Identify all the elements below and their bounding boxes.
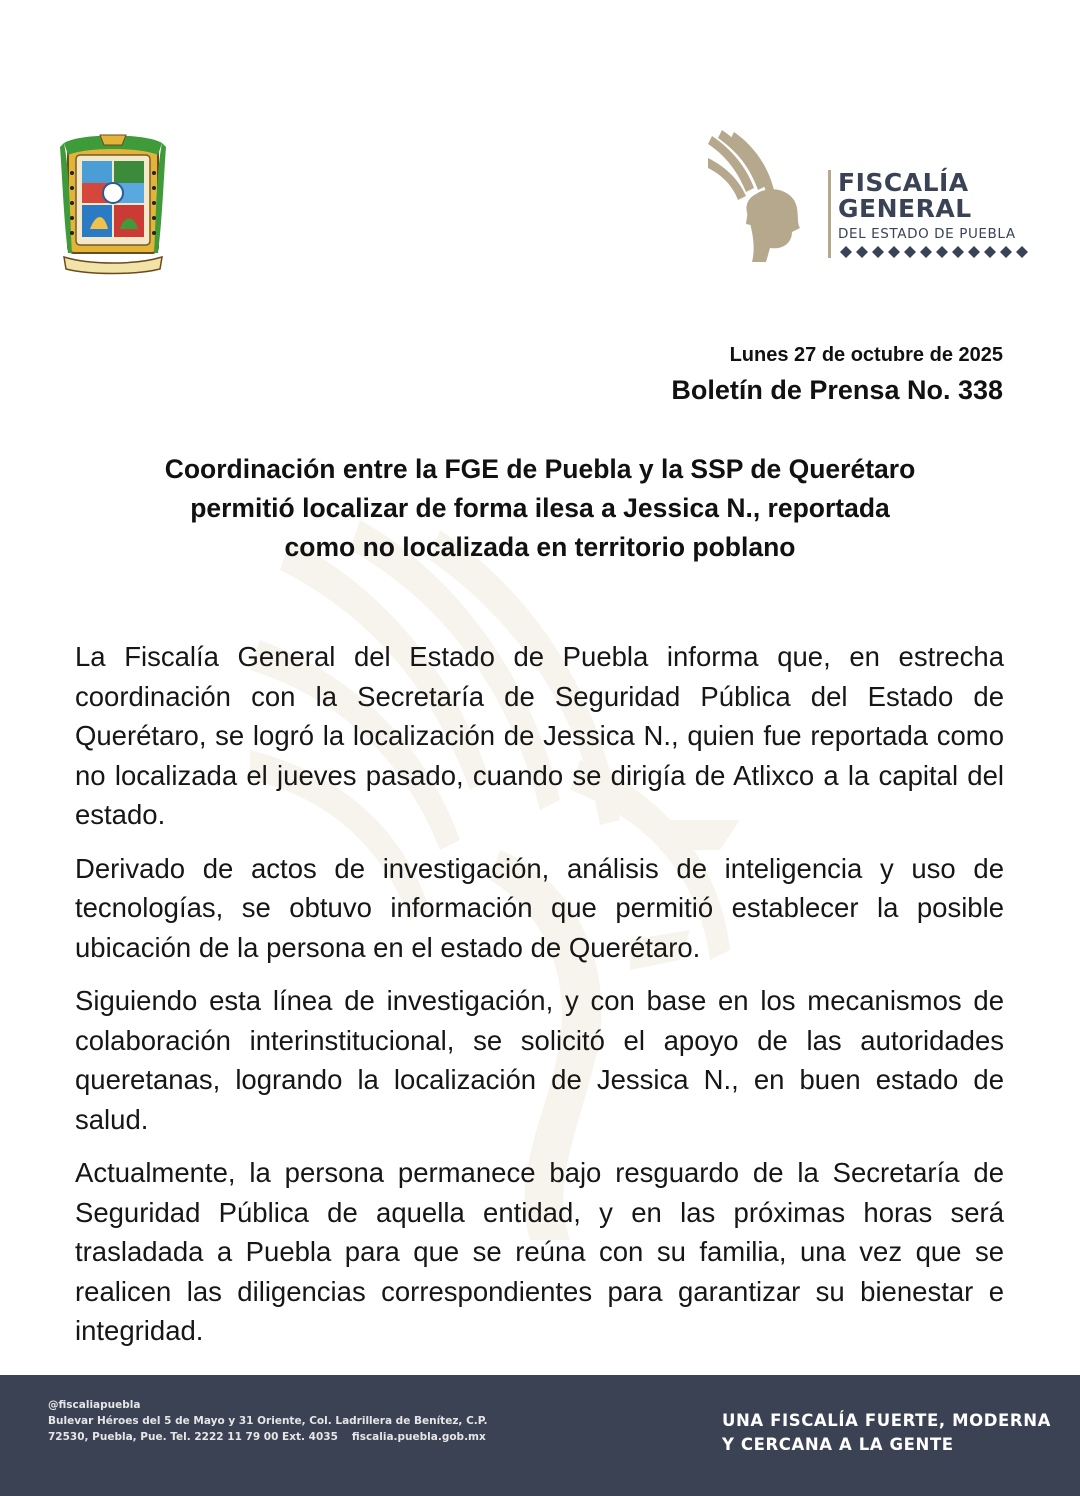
- fge-profile-face-icon: [708, 130, 818, 262]
- address-line-2: [48, 1429, 488, 1445]
- letterhead: [0, 0, 1080, 300]
- fge-logo: [708, 130, 1043, 262]
- decorative-pattern-icon: [838, 246, 1038, 258]
- social-handle[interactable]: @fiscaliapuebla: [48, 1399, 141, 1411]
- footer: [0, 1375, 1080, 1496]
- footer-slogan: [722, 1409, 1051, 1457]
- address-line: Bulevar Héroes del 5 de Mayo y 31 Oriente, Col. Ladrillera de Benítez, C.P.: [48, 1415, 488, 1427]
- headline: [75, 450, 1005, 567]
- bulletin-number: Boletín de Prensa No. 338: [671, 375, 1003, 405]
- body-paragraph: La Fiscalía General del Estado de Puebla informa que, en estrecha coordinación con la Secretaría de Seguridad Pública del Estado de Querétaro, se logró la localización de Jessica N., quien fue reportada como no localizada el jueves pasado, cuando se dirigía de Atlixco a la capital del estado.: [75, 641, 1004, 830]
- headline-line: como no localizada en territorio poblano: [284, 532, 796, 562]
- slogan-line: UNA FISCALÍA FUERTE, MODERNA: [722, 1411, 1052, 1430]
- logo-line-general: GENERAL: [838, 194, 972, 223]
- headline-line: Coordinación entre la FGE de Puebla y la SSP de Querétaro: [164, 454, 916, 484]
- fge-logo-text: [838, 170, 1048, 263]
- press-release-body: [75, 637, 1004, 1365]
- footer-contact: [48, 1397, 488, 1445]
- phone-text: 72530, Puebla, Pue. Tel. 2222 11 79 00 Ext. 4035: [48, 1431, 338, 1443]
- slogan-line: Y CERCANA A LA GENTE: [722, 1435, 954, 1454]
- body-paragraph: Siguiendo esta línea de investigación, y con base en los mecanismos de colaboración interinstitucional, se solicitó el apoyo de las autoridades queretanas, logrando la localización de Jessica N., en buen estado de salud.: [75, 985, 1004, 1135]
- bulletin-date: Lunes 27 de octubre de 2025: [729, 344, 1003, 366]
- logo-divider: [828, 170, 831, 258]
- logo-line-estado: DEL ESTADO DE PUEBLA: [838, 226, 1016, 242]
- bulletin-meta: [671, 342, 1003, 408]
- puebla-coat-of-arms-icon: [60, 133, 166, 275]
- body-paragraph: Derivado de actos de investigación, análisis de inteligencia y uso de tecnologías, se obtuvo información que permitió establecer la posible ubicación de la persona en el estado de Querétaro.: [75, 852, 1004, 963]
- headline-line: permitió localizar de forma ilesa a Jessica N., reportada: [190, 493, 890, 523]
- website-link[interactable]: fiscalia.puebla.gob.mx: [351, 1431, 486, 1443]
- logo-line-fiscalia: FISCALÍA: [838, 168, 969, 197]
- body-paragraph: Actualmente, la persona permanece bajo resguardo de la Secretaría de Seguridad Pública de aquella entidad, y en las próximas horas será trasladada a Puebla para que se reúna con su familia, una vez que se realicen las diligencias correspondientes para garantizar su bienestar e integridad.: [75, 1157, 1004, 1346]
